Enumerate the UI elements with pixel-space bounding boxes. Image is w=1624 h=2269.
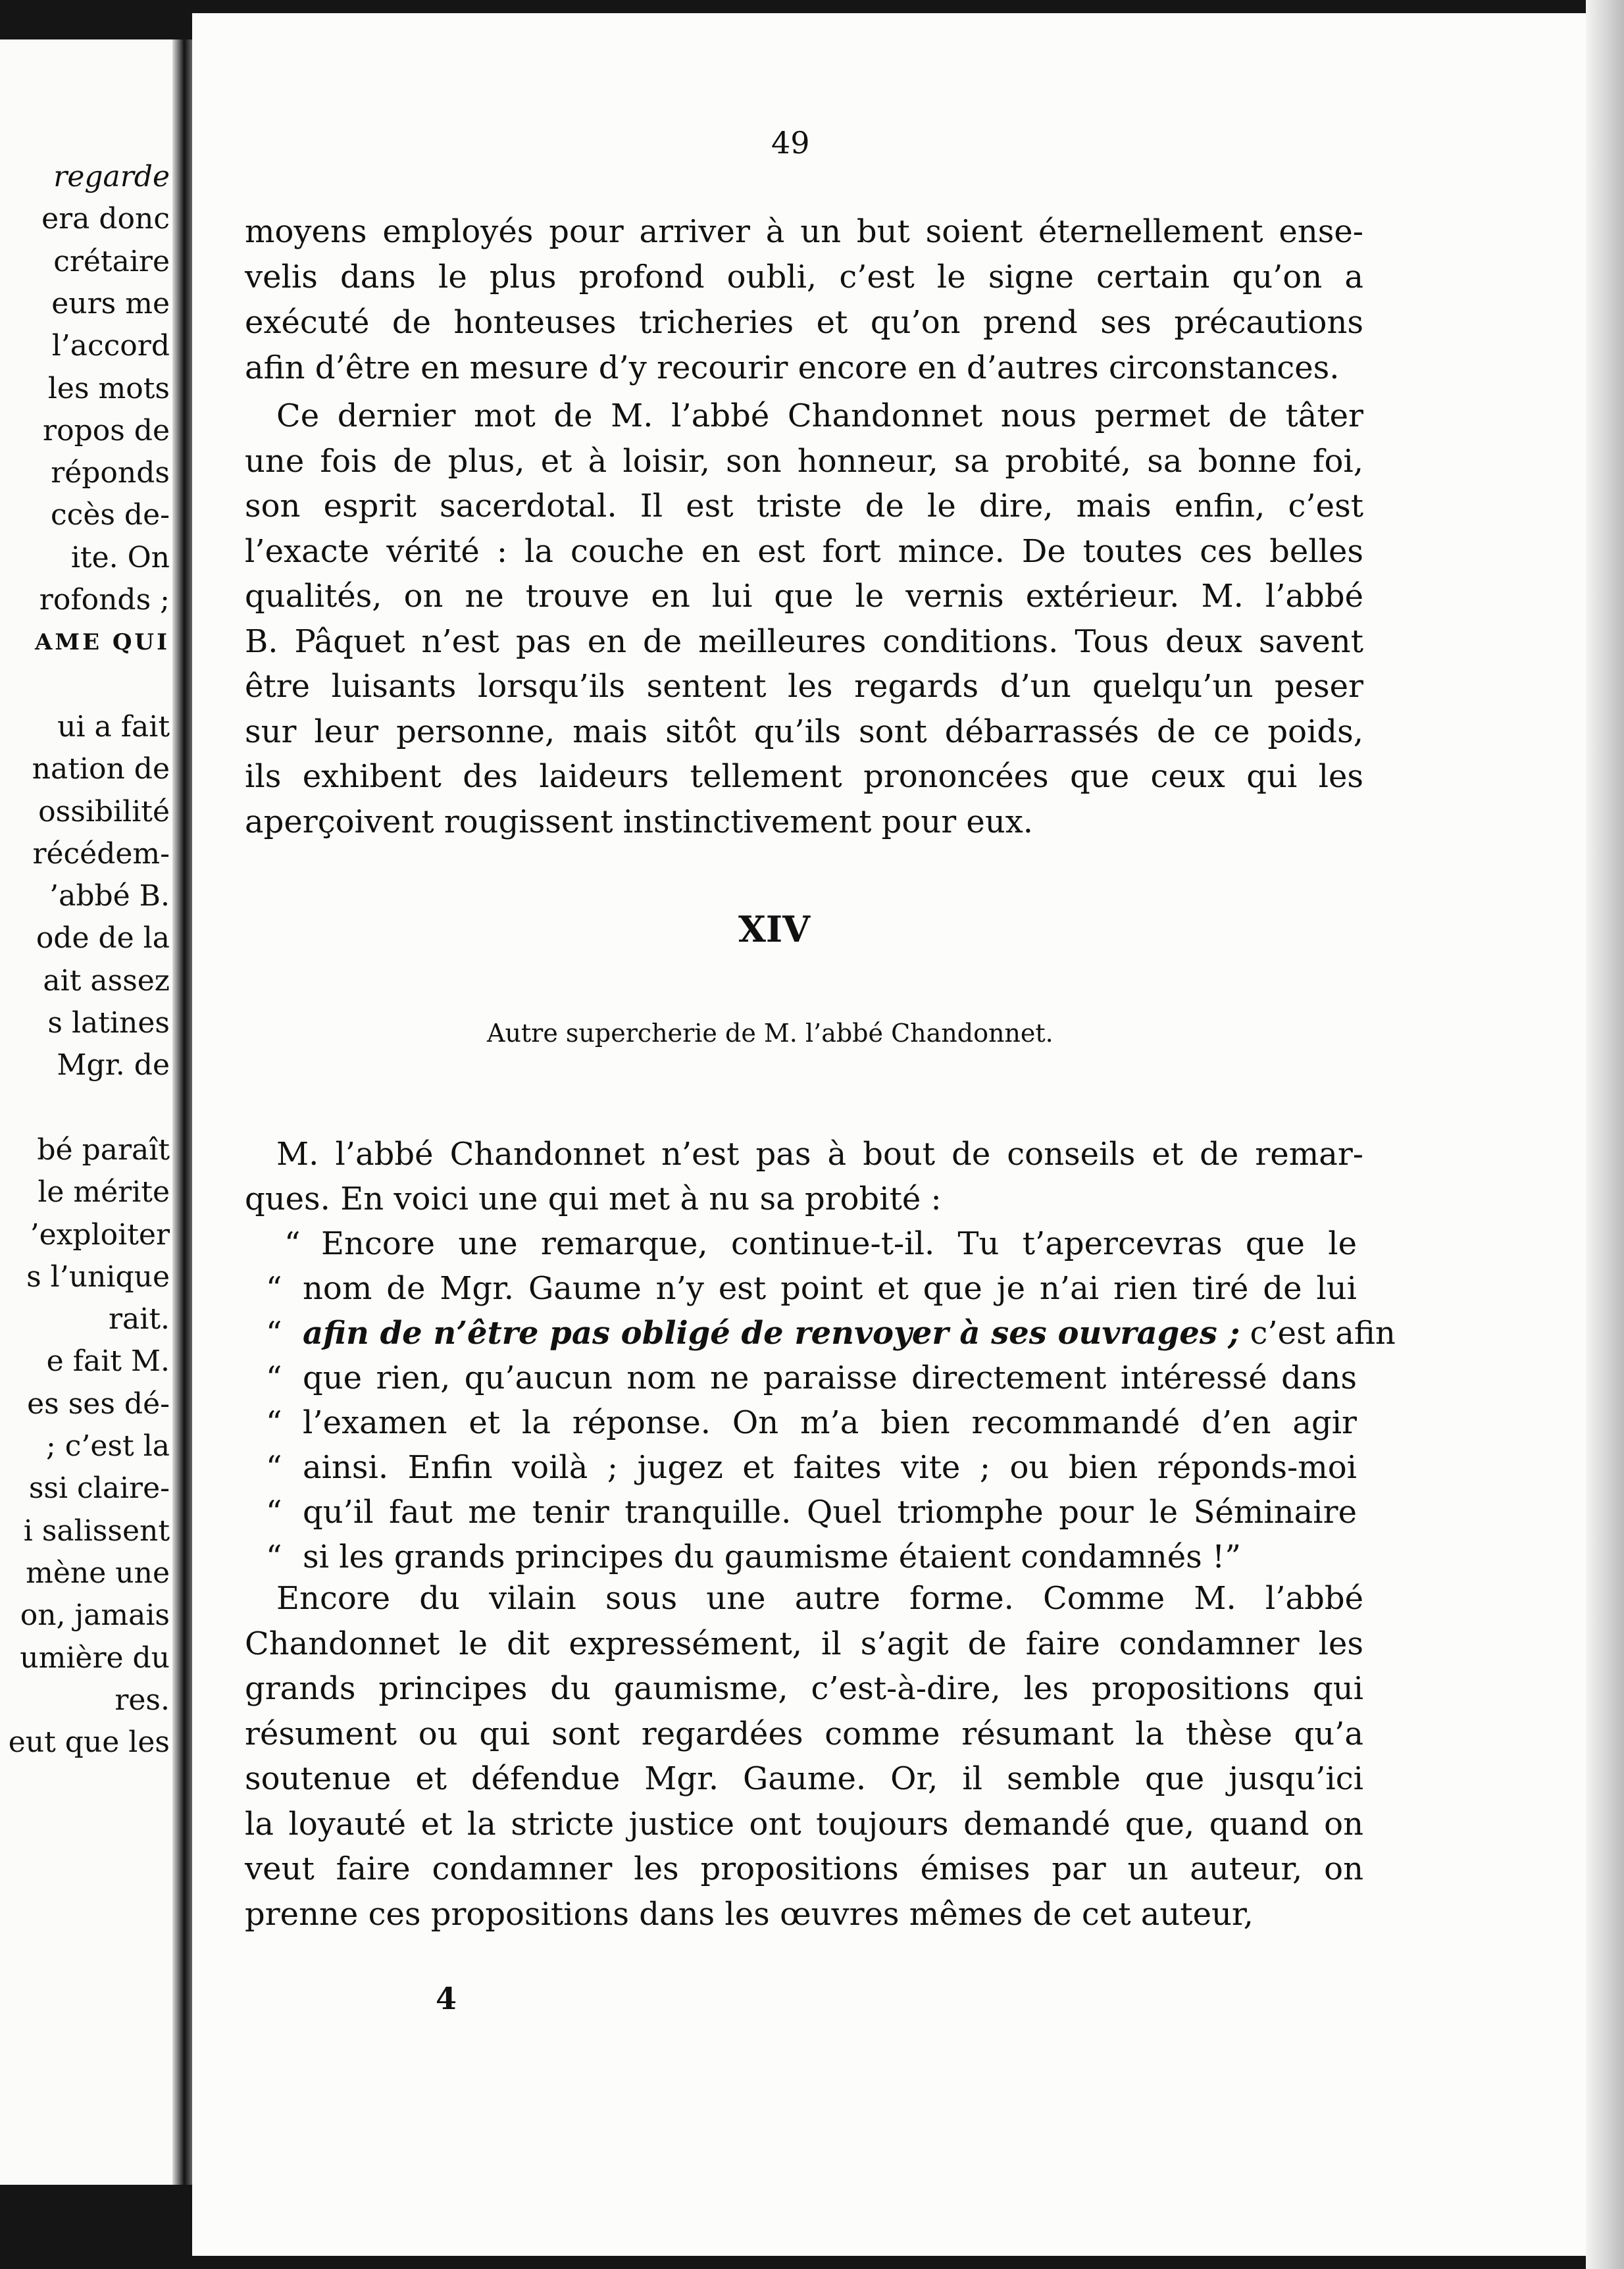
text-line: être luisants lorsqu’ils sentent les regards d’un quelqu’un peser xyxy=(245,668,1363,705)
text-line: soutenue et défendue Mgr. Gaume. Or, il semble que jusqu’ici xyxy=(245,1760,1363,1797)
text-line: son esprit sacerdotal. Il est triste de le dire, mais enfin, c’est xyxy=(245,488,1363,524)
left-page-line: s latines xyxy=(47,1006,170,1040)
left-page-line: s l’unique xyxy=(26,1260,170,1294)
section-title: Autre supercherie de M. l’abbé Chandonnet. xyxy=(487,1019,1053,1048)
text-line: ils exhibent des laideurs tellement prononcées que ceux qui les xyxy=(245,758,1363,795)
quote-line xyxy=(266,1311,1396,1356)
quote-text: Encore une remarque, continue-t-il. Tu t’apercevras que le xyxy=(321,1225,1357,1262)
text-line: grands principes du gaumisme, c’est-à-dire, les propositions qui xyxy=(245,1670,1363,1707)
left-page-line: bé paraît xyxy=(37,1133,170,1167)
left-page-line: ccès de- xyxy=(51,498,170,532)
text-line: Chandonnet le dit expressément, il s’agit de faire condamner les xyxy=(245,1625,1363,1662)
left-page-line: umière du xyxy=(20,1641,170,1675)
text-line: sur leur personne, mais sitôt qu’ils sont débarrassés de ce poids, xyxy=(245,713,1363,750)
left-page-line: regarde xyxy=(53,160,170,193)
left-page-line: mène une xyxy=(26,1556,170,1590)
quote-text: qu’il faut me tenir tranquille. Quel triomphe pour le Séminaire xyxy=(303,1494,1357,1531)
quote-mark: “ xyxy=(266,1449,282,1486)
left-page-line: eurs me xyxy=(51,286,170,320)
right-page-edge xyxy=(1586,0,1624,2269)
left-page-line: on, jamais xyxy=(20,1598,170,1633)
left-page-line: récédem- xyxy=(32,836,170,871)
text-line: M. l’abbé Chandonnet n’est pas à bout de conseils et de remar- xyxy=(276,1136,1363,1173)
left-page-line: eut que les xyxy=(8,1725,170,1760)
quote-mark: “ xyxy=(266,1270,282,1307)
book-gutter xyxy=(172,39,192,2185)
left-page-line: ite. On xyxy=(70,540,170,574)
left-page-line: ’abbé B. xyxy=(49,879,170,913)
text-line: ques. En voici une qui met à nu sa probité : xyxy=(245,1181,942,1217)
left-page-line: nation de xyxy=(32,752,170,786)
quote-mark: “ xyxy=(266,1315,282,1352)
text-line: l’exacte vérité : la couche en est fort mince. De toutes ces belles xyxy=(245,532,1363,570)
left-page-line: ropos de xyxy=(43,413,170,447)
left-page-line: le mérite xyxy=(38,1175,170,1210)
left-page-line: rait. xyxy=(108,1302,170,1337)
text-line: la loyauté et la stricte justice ont toujours demandé que, quand on xyxy=(245,1805,1363,1843)
left-page-line: Mgr. de xyxy=(57,1048,170,1083)
quote-text: c’est afin xyxy=(1240,1315,1396,1352)
quote-line xyxy=(284,1221,1357,1266)
left-page-line: ossibilité xyxy=(38,794,170,829)
quote-mark: “ xyxy=(266,1360,282,1396)
section-number: XIV xyxy=(738,908,811,950)
left-page-line: e fait M. xyxy=(46,1344,170,1379)
quote-line xyxy=(266,1535,1357,1579)
quote-mark: “ xyxy=(266,1539,282,1575)
text-line: une fois de plus, et à loisir, son honneur, sa probité, sa bonne foi, xyxy=(245,442,1363,480)
left-page-line: es ses dé- xyxy=(27,1387,170,1421)
text-line: veut faire condamner les propositions émises par un auteur, on xyxy=(245,1850,1363,1887)
quote-emphasis: afin de n’être pas obligé de renvoyer à ses ouvrages ; xyxy=(303,1315,1240,1352)
left-page-line: ui a fait xyxy=(57,709,170,744)
text-line: exécuté de honteuses tricheries et qu’on prend ses précautions xyxy=(245,304,1363,341)
quote-text: si les grands principes du gaumisme étaient condamnés !” xyxy=(303,1539,1241,1575)
left-page-fragment xyxy=(0,39,172,2185)
left-page-line: ; c’est la xyxy=(45,1429,170,1463)
quote-mark: “ xyxy=(284,1225,301,1262)
text-line: prenne ces propositions dans les œuvres mêmes de cet auteur, xyxy=(245,1895,1254,1933)
left-page-line: ’exploiter xyxy=(30,1217,170,1252)
left-page-line: AME QUI xyxy=(35,629,170,656)
left-page-line: l’accord xyxy=(51,329,170,363)
quote-line xyxy=(266,1356,1357,1400)
left-page-line: res. xyxy=(114,1683,170,1717)
quote-mark: “ xyxy=(266,1404,282,1441)
quote-text: l’examen et la réponse. On m’a bien recommandé d’en agir xyxy=(303,1404,1357,1441)
text-line: résument ou qui sont regardées comme résumant la thèse qu’a xyxy=(245,1715,1363,1752)
quote-text: que rien, qu’aucun nom ne paraisse directement intéressé dans xyxy=(303,1360,1357,1396)
quote-line xyxy=(266,1266,1357,1311)
left-page-line: ssi claire- xyxy=(28,1471,170,1506)
quote-line xyxy=(266,1445,1357,1490)
text-line: Encore du vilain sous une autre forme. Comme M. l’abbé xyxy=(276,1580,1363,1617)
text-line: qualités, on ne trouve en lui que le vernis extérieur. M. l’abbé xyxy=(245,578,1363,615)
text-line: moyens employés pour arriver à un but soient éternellement ense- xyxy=(245,213,1363,250)
text-line: B. Pâquet n’est pas en de meilleures conditions. Tous deux savent xyxy=(245,623,1363,660)
signature-mark: 4 xyxy=(436,1981,457,2016)
text-line: afin d’être en mesure d’y recourir encore en d’autres circonstances. xyxy=(245,349,1340,386)
left-page-line: réponds xyxy=(51,456,170,490)
text-line: aperçoivent rougissent instinctivement pour eux. xyxy=(245,803,1034,840)
left-page-line: era donc xyxy=(41,202,170,236)
left-page-line: ait assez xyxy=(43,963,170,998)
text-line: velis dans le plus profond oubli, c’est le signe certain qu’on a xyxy=(245,259,1363,295)
left-page-line: crétaire xyxy=(53,244,170,278)
quote-line xyxy=(266,1400,1357,1445)
quote-text: nom de Mgr. Gaume n’y est point et que je n’ai rien tiré de lui xyxy=(303,1270,1357,1307)
page-number: 49 xyxy=(771,125,810,161)
left-page-line: rofonds ; xyxy=(39,583,170,617)
left-page-line: i salissent xyxy=(23,1514,170,1548)
quote-line xyxy=(266,1490,1357,1535)
left-page-line: les mots xyxy=(47,371,170,405)
quote-mark: “ xyxy=(266,1494,282,1531)
text-line: Ce dernier mot de M. l’abbé Chandonnet nous permet de tâter xyxy=(276,397,1363,434)
left-page-line: ode de la xyxy=(36,921,170,956)
quote-text: ainsi. Enfin voilà ; jugez et faites vite ; ou bien réponds-moi xyxy=(303,1449,1357,1486)
